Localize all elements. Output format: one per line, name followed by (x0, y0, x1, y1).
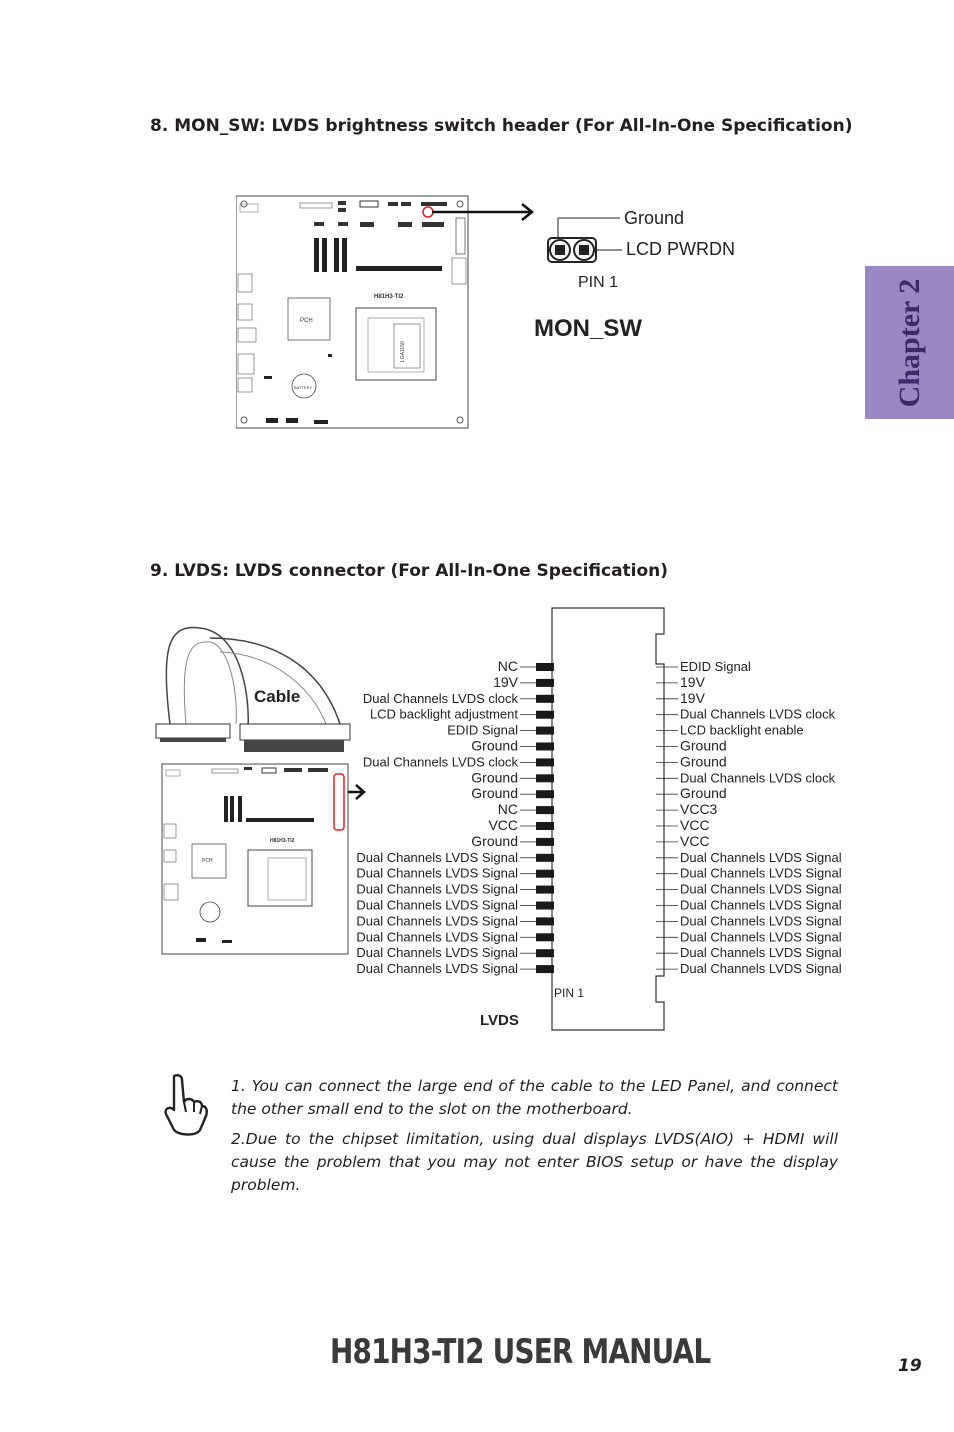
pin1-label: PIN 1 (578, 274, 619, 291)
lvds-left-pin-label: EDID Signal (447, 722, 518, 738)
svg-text:H81H3-TI2: H81H3-TI2 (374, 294, 404, 300)
lvds-right-pin-label: Dual Channels LVDS Signal (680, 865, 842, 881)
svg-text:H81H3-TI2: H81H3-TI2 (270, 838, 295, 844)
lvds-left-pin-label: Ground (471, 785, 518, 802)
lvds-diagram (150, 604, 850, 1034)
lvds-left-pin-label: Ground (471, 769, 518, 786)
svg-text:BATTERY: BATTERY (294, 385, 313, 390)
lvds-right-pin-label: Dual Channels LVDS clock (680, 770, 836, 786)
svg-text:Cable: Cable (254, 687, 301, 706)
lvds-right-pin-label: Dual Channels LVDS clock (680, 706, 836, 722)
lvds-pin (536, 933, 554, 941)
lvds-pin (536, 806, 554, 814)
lvds-left-pin-label: Ground (471, 832, 518, 849)
lvds-right-pin-label: LCD backlight enable (680, 722, 804, 738)
lvds-right-pin-label: Ground (680, 753, 727, 770)
lvds-right-pin-label: Dual Channels LVDS Signal (680, 913, 842, 929)
lvds-right-pin-label: VCC (680, 832, 710, 849)
footer-title: H81H3-TI2 USER MANUAL (330, 1332, 711, 1372)
section-8-heading: 8. MON_SW: LVDS brightness switch header (For All-In-One Specification) (150, 116, 853, 136)
lvds-left-pin-label: 19V (493, 673, 518, 690)
lvds-connector-outline (552, 608, 664, 1030)
note-1: 1. You can connect the large end of the cable to the LED Panel, and connect the other small end to the slot on the motherboard. (231, 1077, 838, 1118)
pin-label-lcd-pwrdn: LCD PWRDN (626, 239, 736, 259)
svg-text:LGA1150: LGA1150 (400, 341, 406, 362)
lvds-right-pin-label: Ground (680, 785, 727, 802)
lvds-right-pin-label: Dual Channels LVDS Signal (680, 849, 842, 865)
lvds-left-pin-label: VCC (488, 817, 518, 833)
lvds-left-pin-label: Dual Channels LVDS Signal (356, 897, 518, 913)
lvds-pin (536, 727, 554, 735)
chapter-tab-label: Chapter 2 (892, 278, 926, 407)
chapter-tab (865, 266, 954, 419)
lvds-left-pin-label: Dual Channels LVDS Signal (356, 849, 518, 865)
lvds-right-pin-label: Dual Channels LVDS Signal (680, 897, 842, 913)
lvds-pin (536, 902, 554, 910)
lvds-pin (536, 774, 554, 782)
lvds-left-pin-label: Dual Channels LVDS clock (362, 754, 518, 770)
motherboard-illustration (162, 764, 348, 954)
lvds-pin (536, 695, 554, 703)
lvds-pin (536, 886, 554, 894)
lvds-right-pin-label: 19V (680, 673, 705, 690)
lvds-right-pin-label: VCC3 (680, 801, 718, 818)
lvds-pin (536, 854, 554, 862)
svg-text:PCH: PCH (202, 858, 213, 864)
lvds-left-pin-label: Dual Channels LVDS clock (362, 690, 518, 706)
lvds-pin (536, 949, 554, 957)
lvds-left-pin-label: Dual Channels LVDS Signal (356, 881, 518, 897)
lvds-pin (536, 790, 554, 798)
lvds-right-pin-label: 19V (680, 689, 705, 706)
mon-sw-header (548, 218, 622, 262)
lvds-pin (536, 965, 554, 973)
lvds-left-pin-label: Dual Channels LVDS Signal (356, 929, 518, 945)
section-9-heading: 9. LVDS: LVDS connector (For All-In-One Specification) (150, 561, 669, 581)
connector-name: MON_SW (534, 315, 642, 342)
lvds-right-pin-label: Dual Channels LVDS Signal (680, 881, 842, 897)
lvds-right-pin-label: Ground (680, 737, 727, 754)
lvds-left-pin-label: Ground (471, 737, 518, 754)
pointing-hand-icon (160, 1072, 212, 1138)
mon-sw-diagram (236, 194, 736, 430)
lvds-pin (536, 838, 554, 846)
lvds-right-pin-label: Dual Channels LVDS Signal (680, 961, 842, 977)
cable-illustration (156, 628, 350, 752)
pin-label-ground: Ground (624, 208, 685, 228)
svg-text:PIN 1: PIN 1 (554, 986, 585, 1000)
lvds-pin (536, 758, 554, 766)
lvds-left-pin-label: Dual Channels LVDS Signal (356, 865, 518, 881)
svg-text:LVDS: LVDS (480, 1012, 519, 1029)
lvds-right-pin-label: VCC (680, 817, 710, 833)
lvds-pin (536, 917, 554, 925)
lvds-left-pin-label: NC (497, 658, 518, 674)
page-number: 19 (898, 1356, 922, 1376)
lvds-left-pin-label: Dual Channels LVDS Signal (356, 913, 518, 929)
lvds-pin (536, 743, 554, 751)
motherboard-illustration (236, 196, 468, 428)
lvds-pin (536, 870, 554, 878)
lvds-left-pin-label: NC (497, 801, 518, 818)
lvds-left-pin-label: Dual Channels LVDS Signal (356, 945, 518, 961)
lvds-pin (536, 679, 554, 687)
lvds-pin (536, 822, 554, 830)
note-2: 2.Due to the chipset limitation, using dual displays LVDS(AIO) + HDMI will cause the problem that you may not enter BIOS setup or have the display problem. (231, 1130, 838, 1194)
lvds-left-pin-label: Dual Channels LVDS Signal (356, 961, 518, 977)
lvds-right-pin-label: Dual Channels LVDS Signal (680, 929, 842, 945)
lvds-left-pin-label: LCD backlight adjustment (369, 706, 518, 722)
lvds-right-pin-label: EDID Signal (680, 659, 751, 674)
lvds-right-pin-label: Dual Channels LVDS Signal (680, 945, 842, 961)
lvds-pin (536, 711, 554, 719)
svg-text:PCH: PCH (300, 318, 313, 324)
lvds-pin (536, 663, 554, 671)
